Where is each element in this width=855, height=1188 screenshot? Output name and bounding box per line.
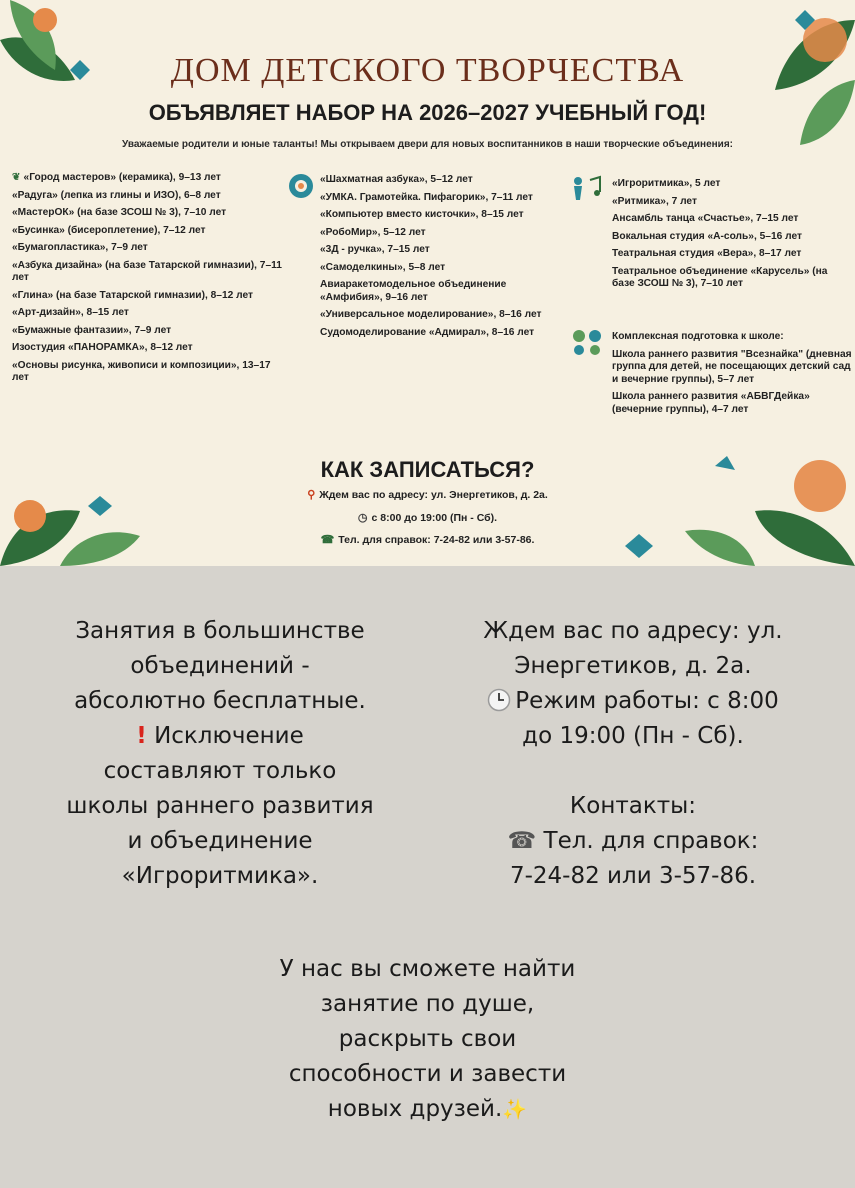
caption-line: объединений - — [130, 653, 310, 679]
list-item: Ансамбль танца «Счастье», 7–15 лет — [612, 213, 799, 224]
list-item: Судомоделирование «Адмирал», 8–16 лет — [320, 326, 535, 338]
caption-line: Ждем вас по адресу: ул. — [483, 618, 783, 644]
list-item: Театральное объединение «Карусель» (на базе ЗСОШ № 3), 7–10 лет — [612, 265, 828, 289]
list-item: «Арт-дизайн», 8–15 лет — [12, 307, 129, 318]
list-item: Школа раннего развития "Всезнайка" (дневная группа для детей, не посещающих детский сад и вечерние группы), 5–7 лет — [612, 348, 852, 385]
caption-line: Режим работы: с 8:00 — [428, 684, 838, 719]
poster-column-preschool — [612, 331, 852, 421]
list-item: «Универсальное моделирование», 8–16 лет — [320, 309, 542, 320]
poster-intro: Уважаемые родители и юные таланты! Мы открываем двери для новых воспитанников в наши творческие объединения: — [122, 139, 733, 150]
list-item: «Бусинка» (бисероплетение), 7–12 лет — [12, 224, 206, 236]
poster-hours: ◷ с 8:00 до 19:00 (Пн - Сб). — [357, 512, 498, 524]
poster-subtitle: ОБЪЯВЛЯЕТ НАБОР НА 2026–2027 УЧЕБНЫЙ ГОД! — [148, 100, 707, 125]
caption-line: школы раннего развития — [66, 793, 374, 819]
caption-line: ! Исключение — [136, 723, 304, 749]
list-item: «Бумажные фантазии», 7–9 лет — [12, 324, 172, 336]
caption-line: Занятия в большинстве — [75, 618, 365, 644]
list-item: «Ритмика», 7 лет — [612, 195, 697, 207]
list-item: Изостудия «ПАНОРАМКА», 8–12 лет — [12, 342, 193, 353]
list-item: «МастерОК» (на базе ЗСОШ № 3), 7–10 лет — [12, 207, 227, 218]
list-item: «Основы рисунка, живописи и композиции», 13–17 лет — [12, 359, 271, 383]
caption-line: «Игроритмика». — [121, 863, 319, 889]
list-item: «3Д - ручка», 7–15 лет — [320, 244, 430, 255]
leaf-bullet-icon: ❦ — [12, 172, 21, 183]
caption-find-activity — [190, 952, 665, 1127]
poster-phone: ☎ Тел. для справок: 7-24-82 или 3-57-86. — [320, 534, 535, 546]
caption-spacer — [428, 754, 838, 789]
phone-icon: ☎ — [507, 828, 537, 854]
list-item: «Азбука дизайна» (на базе Татарской гимназии), 7–11 лет — [12, 259, 282, 283]
location-pin-icon: ⚲ — [307, 489, 316, 501]
brain-gear-icon — [287, 172, 315, 200]
list-item: Школа раннего развития «АБВГДейка» (вечерние группы), 4–7 лет — [612, 391, 810, 415]
list-item: ❦ «Город мастеров» (керамика), 9–13 лет — [12, 172, 221, 183]
caption-line: и объединение — [127, 828, 313, 854]
poster-column-arts — [12, 172, 282, 390]
exclamation-icon: ! — [136, 723, 147, 749]
caption-line: составляют только — [103, 758, 337, 784]
caption-line: абсолютно бесплатные. — [74, 688, 366, 714]
list-item: «РобоМир», 5–12 лет — [320, 226, 426, 238]
caption-line: ☎ Тел. для справок: — [507, 828, 759, 854]
poster-column-music — [612, 178, 852, 296]
clock-icon: ◷ — [357, 512, 368, 524]
list-item: «Шахматная азбука», 5–12 лет — [320, 174, 473, 185]
list-item: Комплексная подготовка к школе: — [612, 331, 784, 342]
list-item: «Глина» (на базе Татарской гимназии), 8–12 лет — [12, 289, 253, 301]
list-item: «Компьютер вместо кисточки», 8–15 лет — [320, 209, 524, 220]
caption-line: до 19:00 (Пн - Сб). — [522, 723, 744, 749]
list-item: «Радуга» (лепка из глины и ИЗО), 6–8 лет — [12, 189, 221, 201]
caption-line: занятие по душе, — [320, 991, 535, 1017]
list-item: «Бумагопластика», 7–9 лет — [12, 242, 148, 253]
caption-line: 7-24-82 или 3-57-86. — [509, 863, 757, 889]
sparkles-icon: ✨ — [502, 1097, 528, 1121]
list-item: Театральная студия «Вера», 8–17 лет — [612, 248, 802, 259]
list-item: Вокальная студия «А-соль», 5–16 лет — [612, 230, 802, 242]
list-item: Авиаракетомодельное объединение «Амфибия», 9–16 лет — [320, 279, 507, 303]
caption-line: Энергетиков, д. 2а. — [514, 653, 752, 679]
music-dance-icon — [570, 174, 604, 204]
list-item: «Игроритмика», 5 лет — [612, 178, 721, 189]
poster — [0, 0, 855, 566]
caption-free-classes — [20, 614, 420, 894]
clock-icon — [487, 688, 511, 712]
poster-column-technical — [320, 174, 555, 344]
kids-icon — [570, 328, 606, 356]
caption-line: новых друзей.✨ — [327, 1096, 528, 1122]
how-to-enroll-title: КАК ЗАПИСАТЬСЯ? — [320, 457, 535, 482]
list-item: «Самоделкины», 5–8 лет — [320, 261, 446, 273]
caption-line: способности и завести — [288, 1061, 567, 1087]
list-item: «УМКА. Грамотейка. Пифагорик», 7–11 лет — [320, 191, 533, 203]
poster-address: ⚲ Ждем вас по адресу: ул. Энергетиков, д. 2а. — [307, 489, 548, 501]
caption-line: Контакты: — [569, 793, 697, 819]
poster-title: ДОМ ДЕТСКОГО ТВОРЧЕСТВА — [170, 52, 685, 89]
caption-line: раскрыть свои — [338, 1026, 517, 1052]
caption-contacts — [428, 614, 838, 894]
caption-line: У нас вы сможете найти — [279, 956, 576, 982]
phone-icon: ☎ — [320, 534, 335, 546]
